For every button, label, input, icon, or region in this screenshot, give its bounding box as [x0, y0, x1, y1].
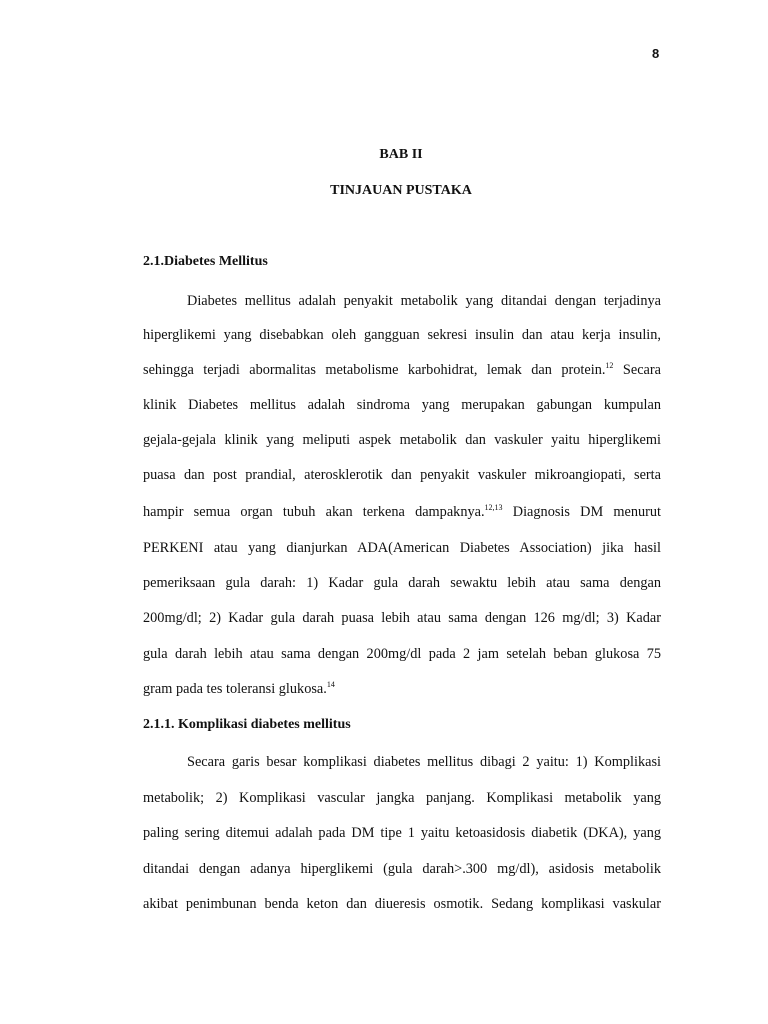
- paragraph-line: gejala-gejala klinik yang meliputi aspek metabolik dan vaskuler yaitu hiperglikemi: [143, 432, 661, 448]
- line-text: sehingga terjadi abormalitas metabolisme karbohidrat, lemak dan protein.: [143, 362, 606, 378]
- section-heading-komplikasi: 2.1.1. Komplikasi diabetes mellitus: [143, 717, 351, 732]
- line-text: gram pada tes toleransi glukosa.: [143, 681, 327, 697]
- paragraph-line: ditandai dengan adanya hiperglikemi (gula darah>.300 mg/dl), asidosis metabolik: [143, 861, 661, 877]
- paragraph-line: Secara garis besar komplikasi diabetes mellitus dibagi 2 yaitu: 1) Komplikasi: [187, 754, 661, 770]
- paragraph-line: Diabetes mellitus adalah penyakit metabolik yang ditandai dengan terjadinya: [187, 293, 661, 309]
- paragraph-line: klinik Diabetes mellitus adalah sindroma yang merupakan gabungan kumpulan: [143, 397, 661, 413]
- paragraph-line: akibat penimbunan benda keton dan diueresis osmotik. Sedang komplikasi vaskular: [143, 896, 661, 912]
- paragraph-line: metabolik; 2) Komplikasi vascular jangka panjang. Komplikasi metabolik yang: [143, 790, 661, 806]
- paragraph-line: [143, 680, 661, 698]
- paragraph-line: pemeriksaan gula darah: 1) Kadar gula darah sewaktu lebih atau sama dengan: [143, 575, 661, 591]
- paragraph-line: puasa dan post prandial, aterosklerotik dan penyakit vaskuler mikroangiopati, serta: [143, 467, 661, 483]
- section-heading-diabetes-mellitus: 2.1.Diabetes Mellitus: [143, 254, 268, 269]
- line-text: hampir semua organ tubuh akan terkena dampaknya.: [143, 504, 485, 520]
- line-text: Diagnosis DM menurut: [512, 504, 661, 520]
- footnote-ref: 12: [605, 361, 614, 370]
- page-number: 8: [652, 46, 660, 61]
- chapter-title: TINJAUAN PUSTAKA: [330, 183, 472, 198]
- chapter-label: BAB II: [379, 147, 423, 162]
- footnote-ref: 14: [326, 680, 335, 689]
- line-text: Secara: [622, 362, 661, 378]
- paragraph-line: 200mg/dl; 2) Kadar gula darah puasa lebih atau sama dengan 126 mg/dl; 3) Kadar: [143, 610, 661, 626]
- paragraph-line: paling sering ditemui adalah pada DM tipe 1 yaitu ketoasidosis diabetik (DKA), yang: [143, 825, 661, 841]
- paragraph-line: [143, 503, 661, 521]
- footnote-ref: 12,13: [484, 503, 503, 512]
- paragraph-line: hiperglikemi yang disebabkan oleh gangguan sekresi insulin dan atau kerja insulin,: [143, 327, 661, 343]
- paragraph-line: PERKENI atau yang dianjurkan ADA(American Diabetes Association) jika hasil: [143, 540, 661, 556]
- paragraph-line: gula darah lebih atau sama dengan 200mg/dl pada 2 jam setelah beban glukosa 75: [143, 646, 661, 662]
- paragraph-line: [143, 361, 661, 379]
